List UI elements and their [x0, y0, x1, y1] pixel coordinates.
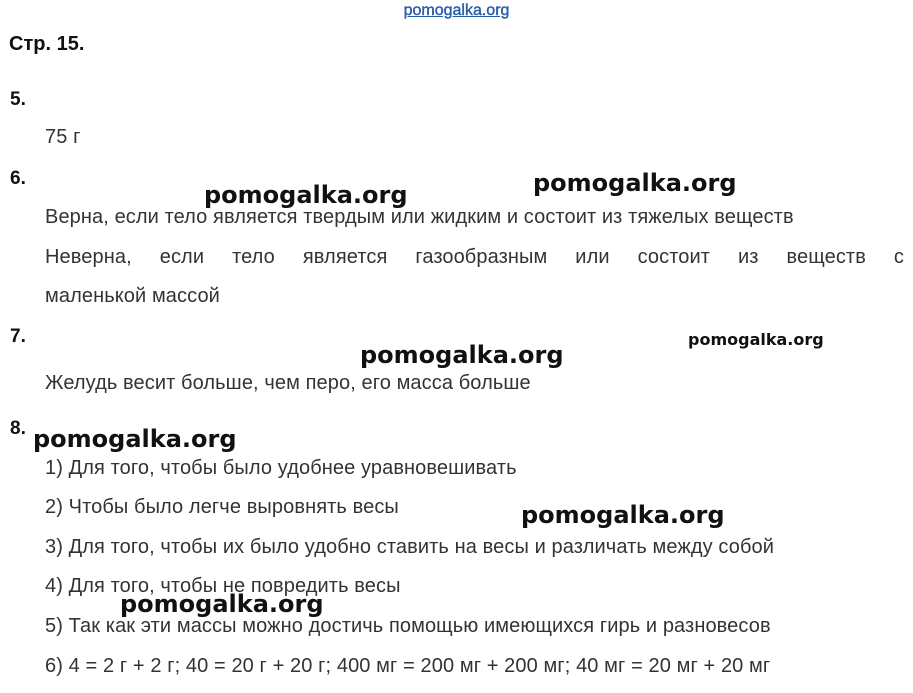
question-7-answer: Желудь весит больше, чем перо, его масса больше [45, 372, 531, 394]
question-8-item-3: 3) Для того, чтобы их было удобно ставить на весы и различать между собой [45, 536, 774, 558]
question-6-line-1: Верна, если тело является твердым или жидким и состоит из тяжелых веществ [45, 206, 794, 228]
top-watermark-link[interactable]: pomogalka.org [403, 2, 510, 19]
question-6-number: 6. [10, 168, 26, 189]
question-8-item-4: 4) Для того, чтобы не повредить весы [45, 575, 401, 597]
watermark-overlay: pomogalka.org [533, 169, 737, 197]
question-5-answer: 75 г [45, 126, 81, 148]
page-heading: Стр. 15. [9, 33, 85, 55]
watermark-overlay: pomogalka.org [204, 181, 408, 209]
watermark-overlay-small: pomogalka.org [688, 330, 824, 349]
question-8-number: 8. [10, 418, 26, 439]
question-6-line-2: Неверна, если тело является газообразным или состоит из веществ с [45, 246, 904, 268]
question-6-line-3: маленькой массой [45, 285, 220, 307]
watermark-overlay: pomogalka.org [360, 341, 564, 369]
watermark-overlay: pomogalka.org [120, 590, 324, 618]
question-8-item-1: 1) Для того, чтобы было удобнее уравновешивать [45, 457, 517, 479]
question-8-item-2: 2) Чтобы было легче выровнять весы [45, 496, 399, 518]
question-5-number: 5. [10, 89, 26, 110]
question-8-item-6: 6) 4 = 2 г + 2 г; 40 = 20 г + 20 г; 400 мг = 200 мг + 200 мг; 40 мг = 20 мг + 20 мг [45, 655, 771, 677]
watermark-overlay: pomogalka.org [33, 425, 237, 453]
watermark-overlay: pomogalka.org [521, 501, 725, 529]
question-8-item-5: 5) Так как эти массы можно достичь помощью имеющихся гирь и разновесов [45, 615, 771, 637]
question-7-number: 7. [10, 326, 26, 347]
